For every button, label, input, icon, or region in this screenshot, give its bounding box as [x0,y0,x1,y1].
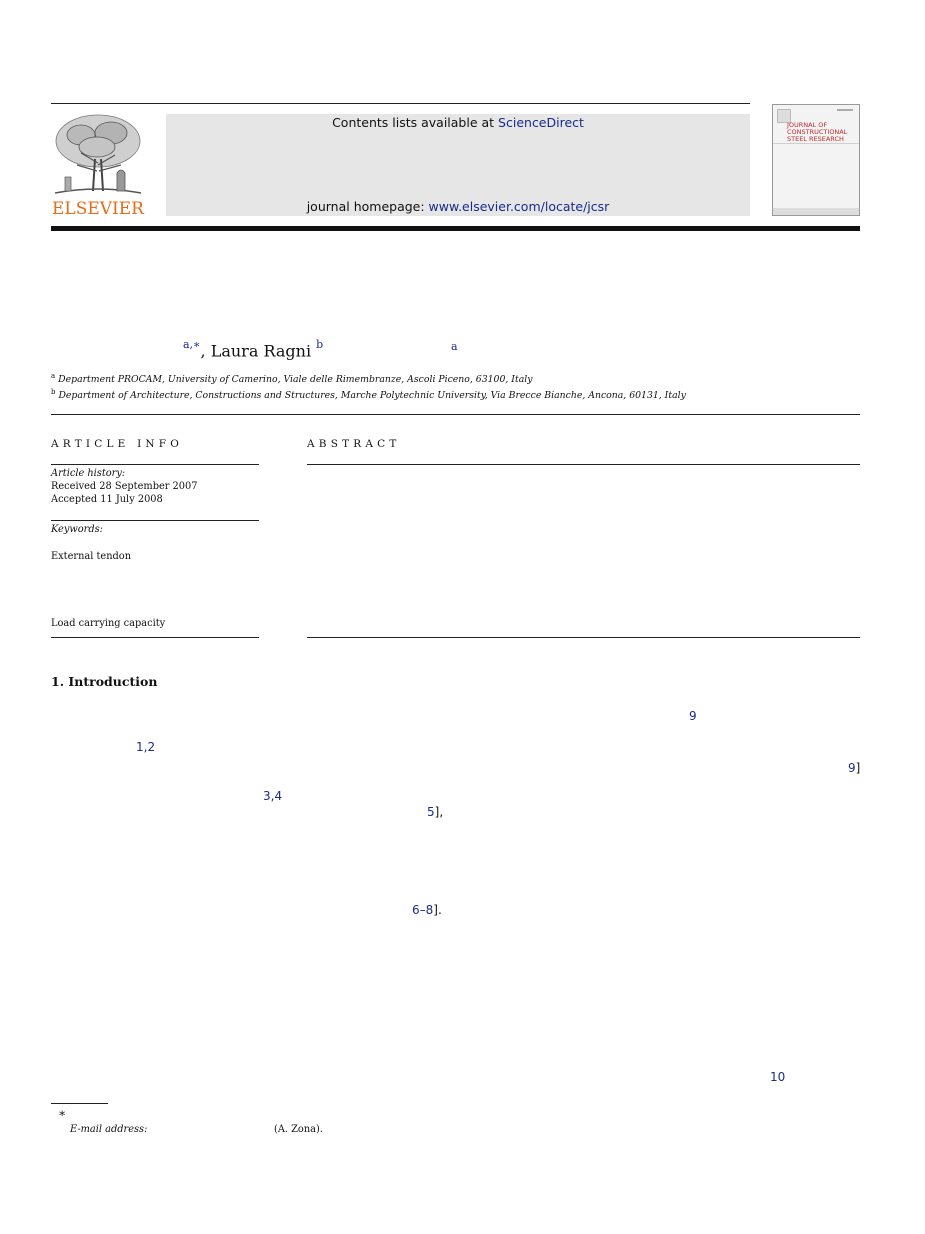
homepage-line [166,199,750,214]
keyword-item: Load carrying capacity [51,618,166,629]
affiliation-b-mark: b [51,388,56,396]
citation-number[interactable]: 5 [427,805,435,819]
footnote-email-label: E-mail address: [70,1124,148,1135]
header-bottom-rule [51,226,860,231]
header-top-rule [51,103,750,104]
citation-link[interactable] [770,1070,785,1084]
cover-issue-line [837,109,853,111]
citation-number[interactable]: 10 [770,1070,786,1084]
affiliations-divider [51,414,860,415]
keyword-item: External tendon [51,551,132,562]
citation-bracket: ]. [433,903,442,917]
citation-link[interactable] [689,709,697,723]
elsevier-wordmark: ELSEVIER [52,199,144,219]
citation-number[interactable]: 6–8 [412,903,434,917]
article-info-heading: ARTICLE INFO [51,438,184,450]
citation-link[interactable] [848,761,860,775]
received-date: Received 28 September 2007 [51,481,198,492]
article-info-bottom-rule [51,637,259,638]
affiliation-a-text: Department PROCAM, University of Camerino, Viale delle Rimembranze, Ascoli Piceno, 63100, Italy [58,374,533,386]
citation-link[interactable] [427,805,443,819]
citation-number[interactable]: 1,2 [136,740,156,754]
citation-link[interactable] [263,789,282,803]
affiliation-b-text: Department of Architecture, Constructions and Structures, Marche Polytechnic University, Via Brecce Bianche, Ancona, 60131, Italy [58,390,686,402]
affiliation-a [51,372,532,385]
accepted-date: Accepted 11 July 2008 [51,494,163,505]
journal-cover[interactable] [772,104,860,216]
contents-prefix: Contents lists available at [332,115,499,130]
citation-bracket: ], [434,805,444,819]
abstract-bottom-rule [307,637,860,638]
sciencedirect-link[interactable]: ScienceDirect [498,115,584,130]
citation-number[interactable]: 9 [848,761,856,775]
article-info-top-rule [51,464,259,465]
second-author-mark[interactable]: b [316,338,324,351]
cover-footer-band [773,208,859,215]
footnote-star: ∗ [58,1106,67,1120]
contents-line [166,115,750,130]
abstract-top-rule [307,464,860,465]
introduction-heading: 1. Introduction [51,674,158,689]
cover-journal-title: JOURNAL OF CONSTRUCTIONAL STEEL RESEARCH [787,121,848,143]
journal-homepage-link[interactable]: www.elsevier.com/locate/jcsr [428,199,610,214]
journal-banner [166,114,750,216]
first-author-marks[interactable]: a,∗ [183,338,201,351]
elsevier-logo[interactable] [51,113,145,217]
homepage-prefix: journal homepage: [306,199,429,214]
second-author-name: , Laura Ragni [200,341,312,361]
citation-number[interactable]: 3,4 [263,789,283,803]
author-line [183,340,323,360]
citation-link[interactable] [412,903,442,917]
footnote-rule [51,1103,108,1104]
article-history-label: Article history: [51,468,126,479]
affiliation-b [51,388,686,401]
keywords-label: Keywords: [51,524,103,535]
cover-divider [773,143,859,144]
affiliation-a-mark: a [51,372,56,380]
third-author-mark[interactable]: a [451,340,458,353]
citation-bracket: ] [855,761,861,775]
citation-number[interactable]: 9 [689,709,697,723]
abstract-heading: ABSTRACT [307,438,401,450]
footnote-author-name: (A. Zona). [274,1124,323,1135]
citation-link[interactable] [136,740,155,754]
elsevier-tree-icon [51,113,145,197]
keywords-top-rule [51,520,259,521]
